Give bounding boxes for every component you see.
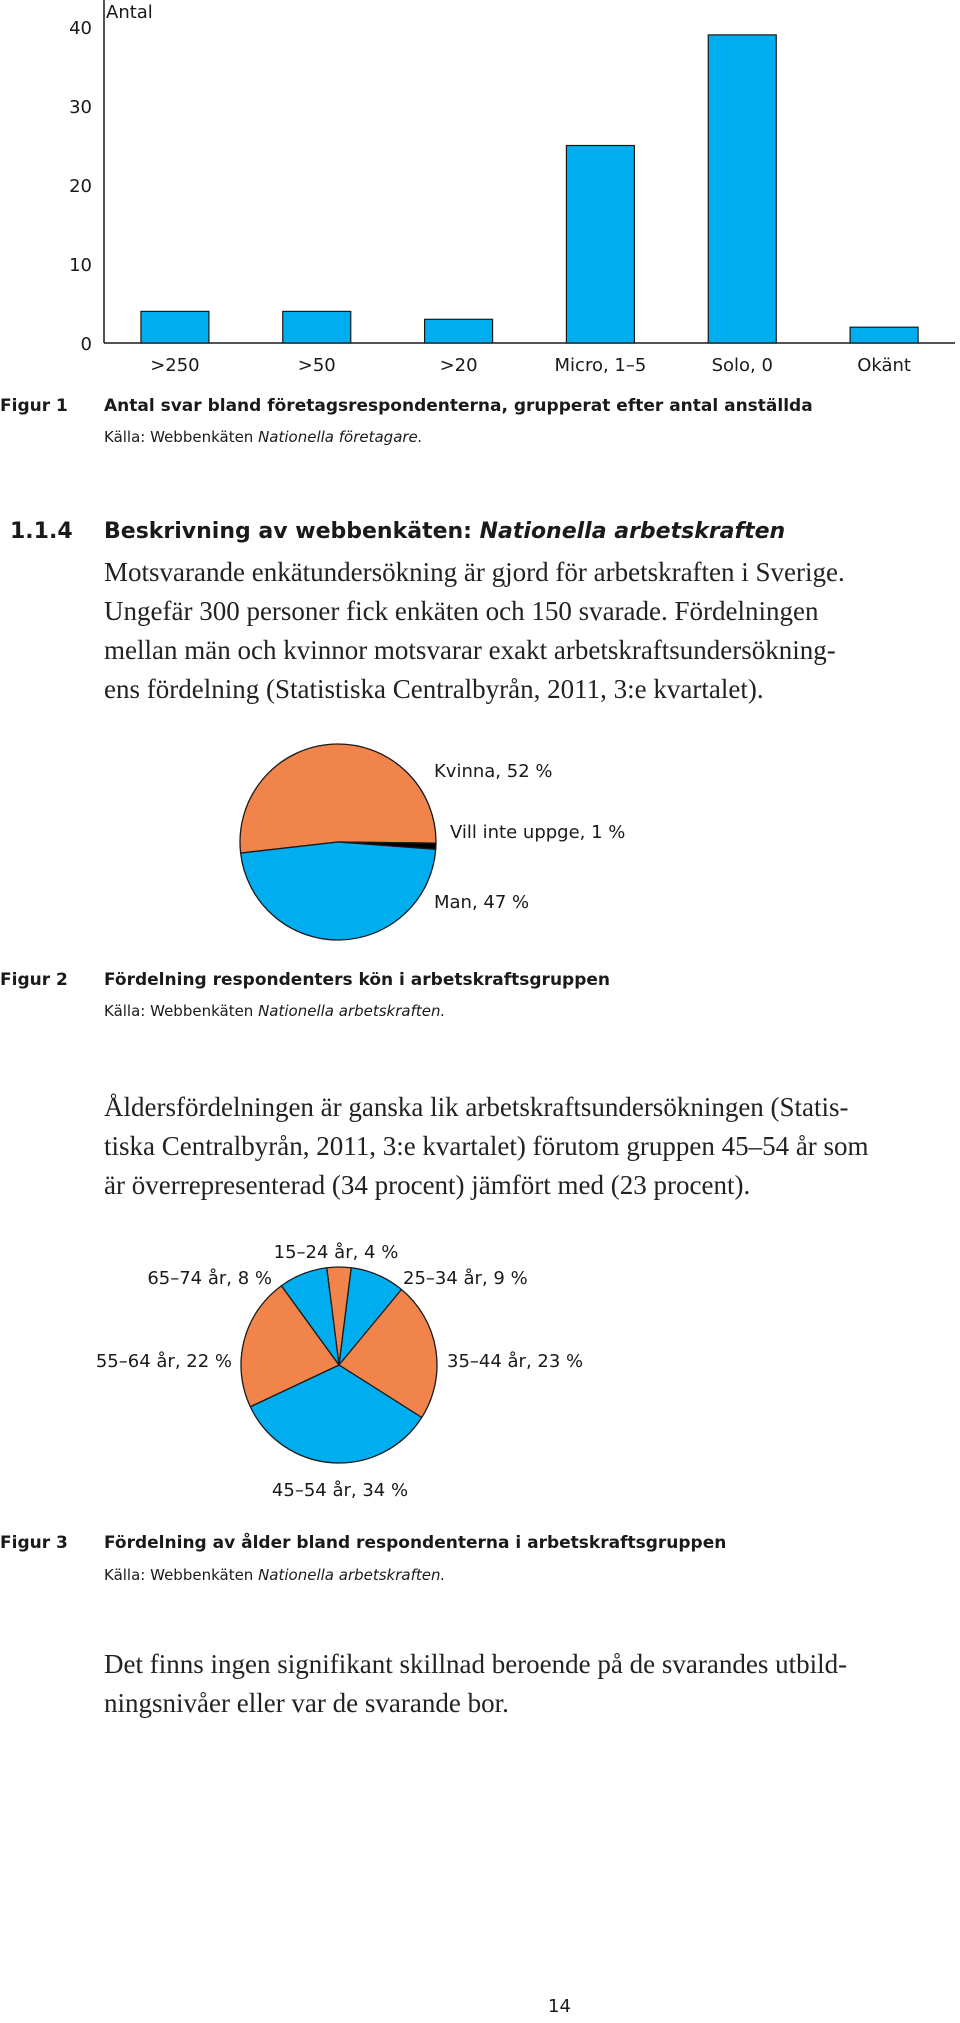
gender-pie-chart xyxy=(0,740,960,970)
bar-chart-axes xyxy=(104,0,955,343)
section-line-2: Ungefär 300 personer fick enkäten och 150 svarade. Fördelningen xyxy=(104,596,819,626)
bar-chart-y-tick: 40 xyxy=(69,18,92,39)
bar xyxy=(566,146,634,344)
bar xyxy=(141,311,209,343)
pie-label: 65–74 år, 8 % xyxy=(147,1268,272,1289)
fig3-label: Figur 3 xyxy=(0,1533,68,1553)
pie-label: Kvinna, 52 % xyxy=(434,761,553,782)
pie-label: Man, 47 % xyxy=(434,892,530,913)
education-paragraph xyxy=(104,1645,954,1723)
age-paragraph-line-1: Åldersfördelningen är ganska lik arbetskraftsundersökningen (Statis- xyxy=(104,1092,849,1122)
pie-slice xyxy=(240,744,436,853)
fig3-source xyxy=(104,1566,445,1584)
pie-label: 25–34 år, 9 % xyxy=(403,1268,528,1289)
gender-pie-slices xyxy=(240,744,436,940)
pie-label: 15–24 år, 4 % xyxy=(273,1242,399,1263)
age-paragraph-line-2: tiska Centralbyrån, 2011, 3:e kvartalet) förutom gruppen 45–54 år som xyxy=(104,1131,869,1161)
fig2-title: Fördelning respondenters kön i arbetskraftsgruppen xyxy=(104,970,611,990)
section-number: 1.1.4 xyxy=(10,519,73,544)
bar-chart-y-tick: 0 xyxy=(80,334,92,355)
bar-chart-y-ticks xyxy=(69,18,92,355)
fig1-label: Figur 1 xyxy=(0,396,68,416)
section-paragraph xyxy=(104,553,954,709)
bar-chart-x-tick: >50 xyxy=(297,355,336,376)
fig1-source-prefix: Källa: Webbenkäten xyxy=(104,428,259,446)
bar-chart-y-tick: 20 xyxy=(69,176,92,197)
gender-pie-labels xyxy=(434,761,625,913)
pie-label: 55–64 år, 22 % xyxy=(95,1351,232,1372)
bar-chart-y-tick: 10 xyxy=(69,255,92,276)
age-paragraph-line-3: är överrepresenterad (34 procent) jämfört med (23 procent). xyxy=(104,1170,751,1200)
pie-label: 45–54 år, 34 % xyxy=(271,1480,409,1501)
section-title xyxy=(104,519,785,544)
pie-label: 35–44 år, 23 % xyxy=(447,1351,584,1372)
fig1-source-italic: Nationella företagare. xyxy=(258,428,423,446)
age-pie-chart xyxy=(0,1230,960,1510)
bar xyxy=(283,311,351,343)
fig2-source xyxy=(104,1002,445,1020)
fig2-label: Figur 2 xyxy=(0,970,68,990)
fig1-title: Antal svar bland företagsrespondenterna, grupperat efter antal anställda xyxy=(104,396,813,416)
fig2-source-prefix: Källa: Webbenkäten xyxy=(104,1002,259,1020)
section-title-italic: Nationella arbetskraften xyxy=(479,519,786,544)
pie-label: Vill inte uppge, 1 % xyxy=(450,822,626,843)
section-line-4: ens fördelning (Statistiska Centralbyrån, 2011, 3:e kvartalet). xyxy=(104,674,764,704)
bar-chart-y-label: Antal xyxy=(106,2,153,23)
section-line-1: Motsvarande enkätundersökning är gjord för arbetskraften i Sverige. xyxy=(104,557,845,587)
education-paragraph-line-1: Det finns ingen signifikant skillnad beroende på de svarandes utbild- xyxy=(104,1649,848,1679)
section-title-prefix: Beskrivning av webbenkäten: xyxy=(104,519,480,544)
education-paragraph-line-2: ningsnivåer eller var de svarande bor. xyxy=(104,1688,509,1718)
age-paragraph xyxy=(104,1088,954,1205)
age-pie-slices xyxy=(241,1267,437,1463)
bar xyxy=(708,35,776,343)
bar-chart-x-tick: Micro, 1–5 xyxy=(554,355,647,376)
bar-chart-bars xyxy=(141,35,918,343)
fig3-title: Fördelning av ålder bland respondenterna i arbetskraftsgruppen xyxy=(104,1533,727,1553)
bar-chart-x-tick: Solo, 0 xyxy=(711,355,773,376)
fig3-source-prefix: Källa: Webbenkäten xyxy=(104,1566,259,1584)
fig1-source xyxy=(104,428,423,446)
bar-chart-x-tick: >250 xyxy=(150,355,200,376)
pie-slice xyxy=(241,842,436,940)
bar-chart-x-labels xyxy=(150,355,911,376)
bar-chart xyxy=(0,0,960,380)
page-number: 14 xyxy=(548,1996,571,2017)
bar xyxy=(850,327,918,343)
bar-chart-x-tick: >20 xyxy=(439,355,478,376)
section-line-3: mellan män och kvinnor motsvarar exakt arbetskraftsundersökning- xyxy=(104,635,836,665)
fig2-source-italic: Nationella arbetskraften. xyxy=(258,1002,446,1020)
fig3-source-italic: Nationella arbetskraften. xyxy=(258,1566,446,1584)
bar-chart-y-tick: 30 xyxy=(69,97,92,118)
bar xyxy=(425,319,493,343)
bar-chart-x-tick: Okänt xyxy=(857,355,911,376)
